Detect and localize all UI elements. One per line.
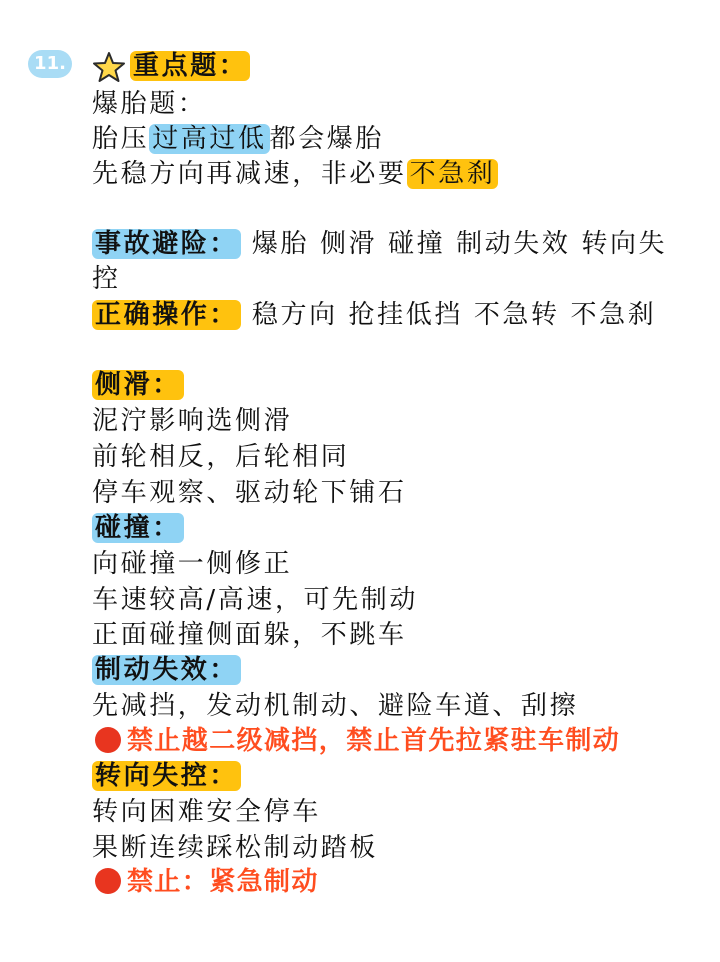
steering-failure-warning: 禁止：紧急制动	[127, 867, 319, 897]
correct-operation-text: 稳方向 抢挂低挡 不急转 不急刹	[251, 300, 657, 330]
steering-failure-title-row	[92, 758, 241, 794]
steering-failure-line-2: 果断连续踩松制动踏板	[92, 833, 379, 863]
skid-title-row	[92, 367, 184, 403]
accident-avoidance-row	[92, 226, 667, 262]
brake-failure-warning: 禁止越二级减挡，禁止首先拉紧驻车制动	[127, 726, 621, 756]
blowout-line-1-after: 都会爆胎	[269, 124, 385, 154]
skid-title: 侧滑：	[92, 370, 184, 400]
blowout-highlight-pressure: 过高过低	[149, 124, 269, 154]
skid-line-1: 泥泞影响选侧滑	[92, 406, 293, 436]
brake-failure-title: 制动失效：	[92, 655, 241, 685]
collision-line-3: 正面碰撞侧面躲，不跳车	[92, 620, 407, 650]
correct-operation-row	[92, 297, 656, 333]
collision-line-2: 车速较高/高速，可先制动	[92, 585, 418, 615]
heading-row	[130, 48, 250, 84]
brake-failure-title-row	[92, 652, 241, 688]
star-icon	[92, 51, 126, 83]
red-dot-icon	[95, 727, 121, 753]
blowout-line-1-before: 胎压	[92, 124, 150, 154]
blowout-title: 爆胎题：	[92, 89, 207, 119]
heading-title: 重点题：	[130, 51, 250, 81]
steering-failure-title: 转向失控：	[92, 761, 241, 791]
accident-avoidance-label: 事故避险：	[92, 229, 241, 259]
blowout-line-2	[92, 156, 498, 192]
accident-avoidance-continued: 控	[92, 264, 121, 294]
accident-avoidance-text: 爆胎 侧滑 碰撞 制动失效 转向失	[251, 229, 668, 259]
brake-failure-warning-row	[95, 723, 620, 759]
collision-title-row	[92, 510, 184, 546]
skid-line-3: 停车观察、驱动轮下铺石	[92, 478, 407, 508]
skid-line-2: 前轮相反，后轮相同	[92, 442, 350, 472]
blowout-line-2-before: 先稳方向再减速，非必要	[92, 159, 407, 189]
steering-failure-warning-row	[95, 864, 319, 900]
steering-failure-line-1: 转向困难安全停车	[92, 797, 321, 827]
collision-title: 碰撞：	[92, 513, 184, 543]
red-dot-icon	[95, 868, 121, 894]
collision-line-1: 向碰撞一侧修正	[92, 549, 293, 579]
brake-failure-line: 先减挡，发动机制动、避险车道、刮擦	[92, 691, 579, 721]
blowout-line-1	[92, 121, 384, 157]
question-number-badge: 11.	[28, 50, 72, 78]
blowout-highlight-no-brake: 不急刹	[407, 159, 499, 189]
correct-operation-label: 正确操作：	[92, 300, 241, 330]
